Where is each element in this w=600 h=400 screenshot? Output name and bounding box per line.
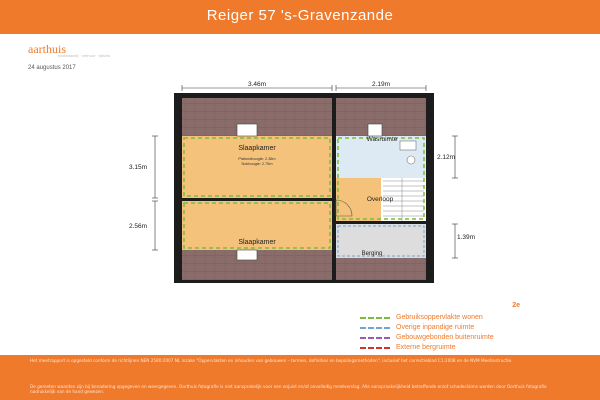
footer-disclaimer-2: De gemeten waarden zijn bij benadering opgegeven en weergegeven. Oorthuis fotografie is niet aansprakelijk voor een onjuist en/of onvolledig meetverslag. Alle aanspraakelijkheid betreffende en/of schadeclaims worden door Oorthuis fotografie nadrukkelijk van de hand gewezen. [30,384,547,395]
window-bottom [237,250,257,260]
floor-label: 2e [512,302,520,309]
dim-top-right: 2.19m [371,81,391,88]
legend-swatch [360,347,390,349]
legend-label: Externe bergruimte [396,344,456,351]
window-right [368,124,382,136]
legend-label: Gebruiksoppervlakte wonen [396,314,483,321]
label-slaapkamer-top: Slaapkamer [238,145,276,152]
date-label: 24 augustus 2017 [28,65,76,71]
legend-item [360,333,580,343]
label-slaapkamer-note2: Nokhoogte: 2.75m [241,162,273,166]
dim-top-left: 3.46m [247,81,267,88]
legend-item [360,323,580,333]
dim-left-lower: 2.56m [128,223,148,230]
legend-item [360,343,580,353]
label-berging: Berging [361,251,383,257]
label-overloop: Overloop [366,196,394,203]
label-wasruimte: Wasruimte [366,136,398,143]
washer-icon [407,156,415,164]
dim-right-upper: 2.12m [436,154,456,161]
label-slaapkamer-bottom: Slaapkamer [238,239,276,246]
dim-right-lower: 1.39m [456,234,476,241]
legend-label: Overige inpandige ruimte [396,324,475,331]
logo-tagline: makelaardij · verhuur · advies [58,54,111,58]
window-top [237,124,257,136]
legend-swatch [360,327,390,329]
legend-swatch [360,337,390,339]
dim-left-upper: 3.15m [128,164,148,171]
legend [360,313,580,353]
legend-swatch [360,317,390,319]
roof-area-bottom-right [336,258,426,280]
footer-bar [0,355,600,400]
footer-disclaimer-1: Het meetrapport is opgesteld conform de richtlijnen NEN 2580:2007 NL inzake "Oppervlakten en inhouden van gebouwen – termen, definities en bepalingsmethoden", inclusief het correctieblad C1:2008 en de NVM Meetinstructie. [30,358,513,363]
legend-item [360,313,580,323]
page-title: Reiger 57 's-Gravenzande [206,7,394,24]
legend-label: Gebouwgebonden buitenruimte [396,334,494,341]
logo-text: aarthuis [28,42,66,56]
label-slaapkamer-note1: Plafondhoogte: 2.36m [238,157,276,161]
sink-icon [400,141,416,150]
